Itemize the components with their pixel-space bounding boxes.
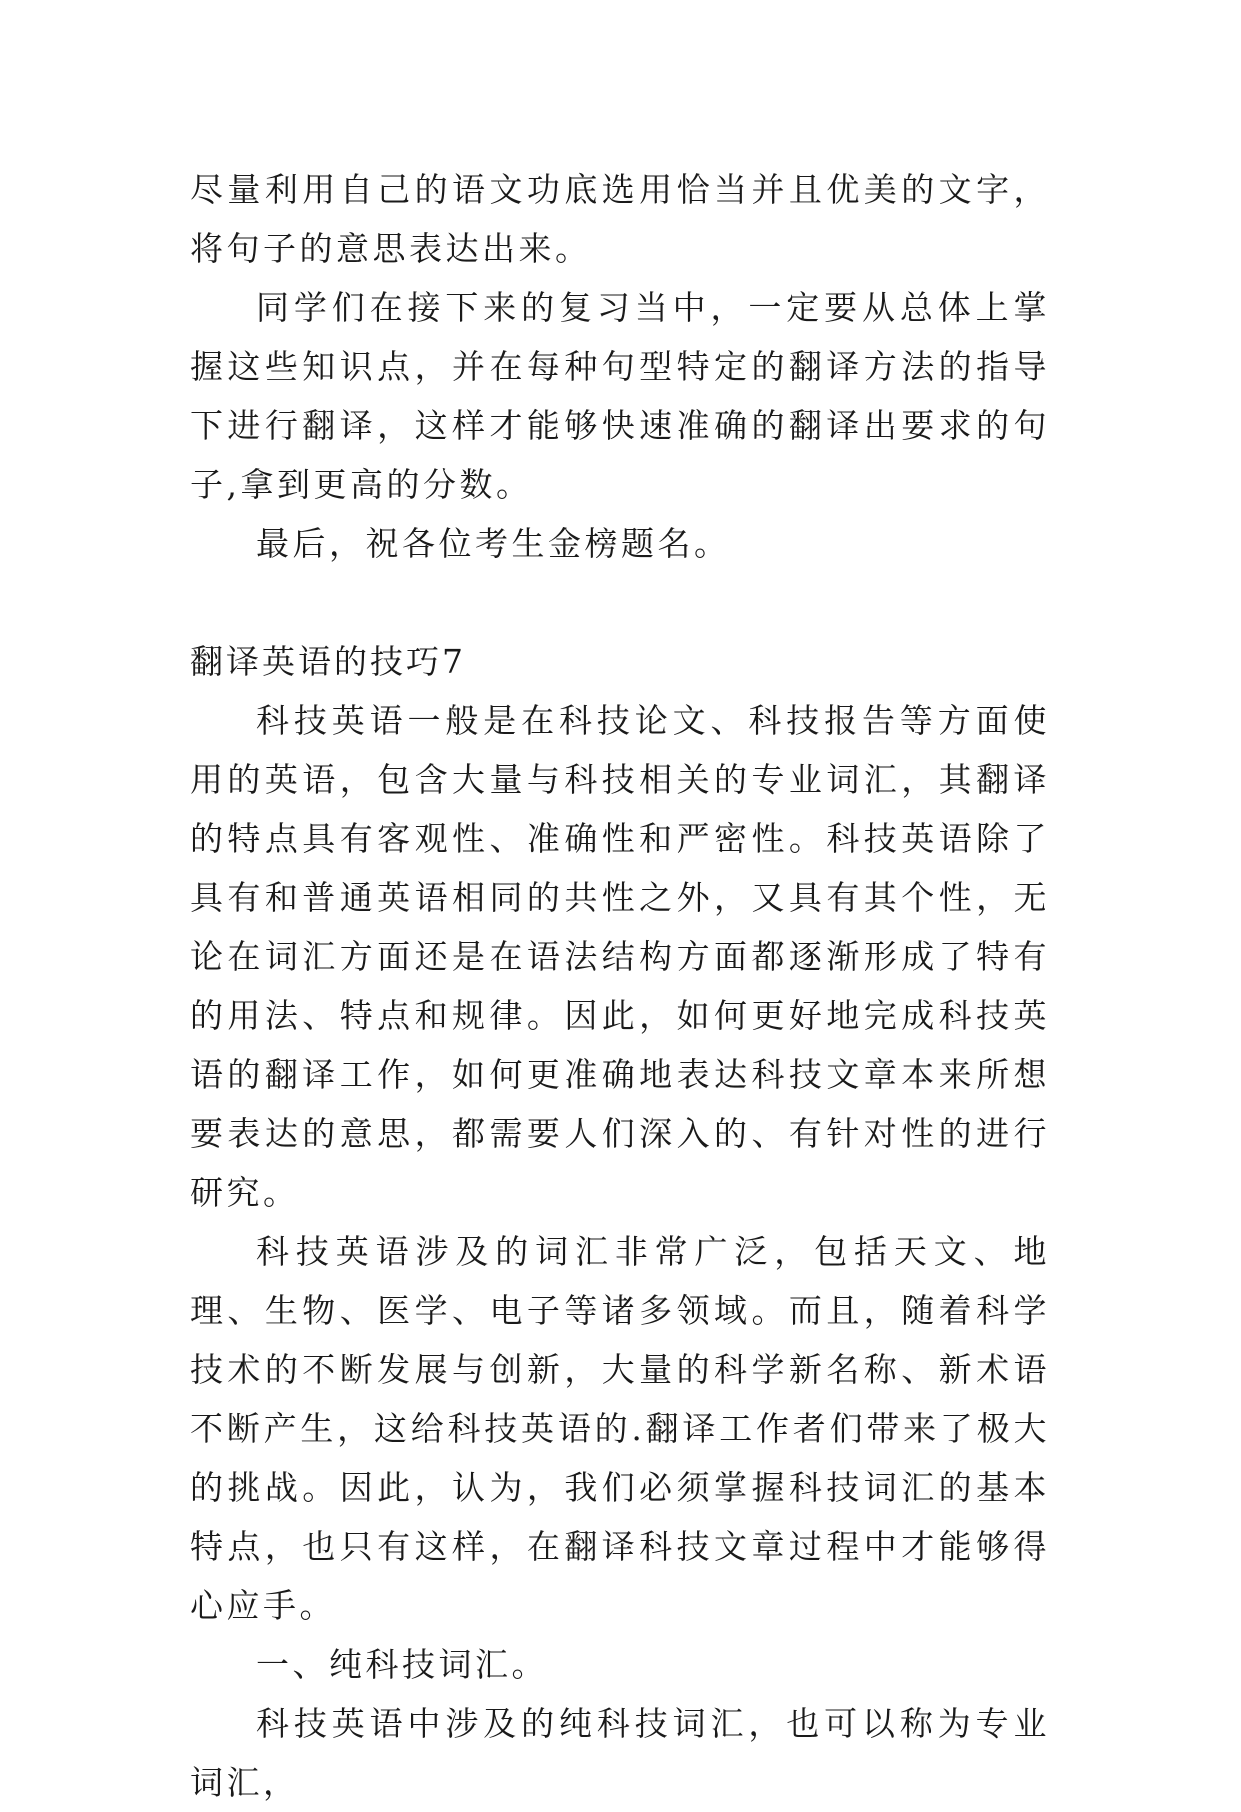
subheading-one: 一、纯科技词汇。 [256, 1645, 548, 1684]
continuation-paragraph: 尽量利用自己的语文功底选用恰当并且优美的文字，将句子的意思表达出来。 [190, 170, 1050, 268]
vocab-paragraph: 科技英语涉及的词汇非常广泛，包括天文、地理、生物、医学、电子等诸多领域。而且，随着科学技术的不断发展与创新，大量的科学新名称、新术语不断产生，这给科技英语的.翻译工作者们带来了极大的挑战。因此，认为，我们必须掌握科技词汇的基本特点，也只有这样，在翻译科技文章过程中才能够得心应手。 [190, 1232, 1050, 1625]
review-paragraph: 同学们在接下来的复习当中，一定要从总体上掌握这些知识点，并在每种句型特定的翻译方法的指导下进行翻译，这样才能够快速准确的翻译出要求的句子,拿到更高的分数。 [190, 288, 1050, 504]
pure-vocab-paragraph: 科技英语中涉及的纯科技词汇，也可以称为专业词汇， [190, 1704, 1050, 1802]
section-title: 翻译英语的技巧7 [190, 642, 466, 681]
section-spacer [190, 573, 1050, 632]
intro-paragraph: 科技英语一般是在科技论文、科技报告等方面使用的英语，包含大量与科技相关的专业词汇，其翻译的特点具有客观性、准确性和严密性。科技英语除了具有和普通英语相同的共性之外，又具有其个性，无论在词汇方面还是在语法结构方面都逐渐形成了特有的用法、特点和规律。因此，如何更好地完成科技英语的翻译工作，如何更准确地表达科技文章本来所想要表达的意思，都需要人们深入的、有针对性的进行研究。 [190, 701, 1050, 1212]
document-page [190, 160, 1050, 1812]
wish-paragraph: 最后，祝各位考生金榜题名。 [256, 524, 731, 563]
